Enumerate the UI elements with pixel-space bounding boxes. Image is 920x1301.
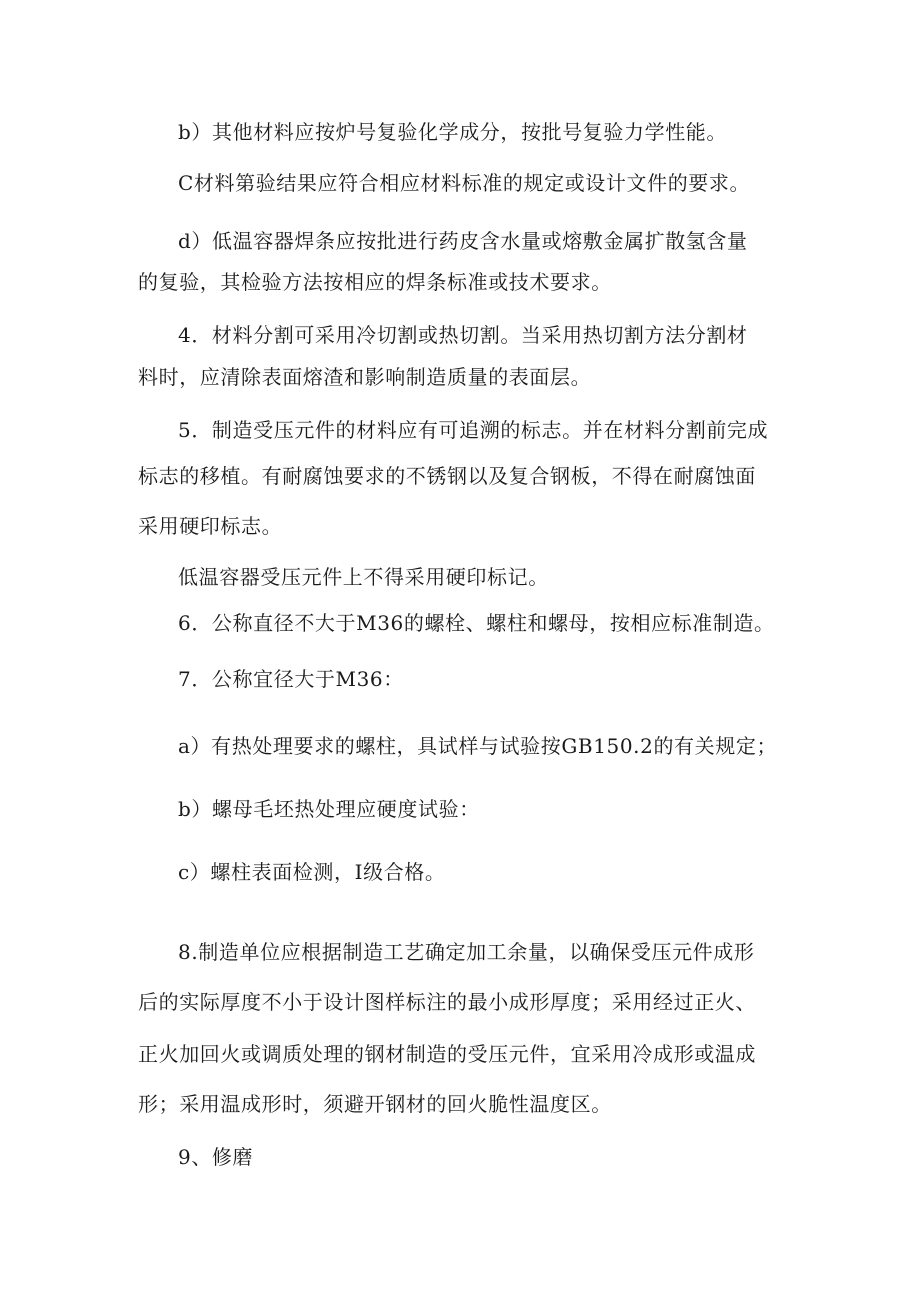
item-a-line: a）有热处理要求的螺柱，具试样与试验按GB150.2的有关规定；: [178, 734, 778, 758]
section-5-line-2: 标志的移植。有耐腐蚀要求的不锈钢以及复合钢板，不得在耐腐蚀面: [138, 464, 756, 488]
item-b-line: b）螺母毛坯热处理应硬度试验：: [178, 797, 480, 821]
paragraph-d-line-2: 的复验，其检验方法按相应的焊条标准或技术要求。: [138, 270, 612, 294]
section-8-line-1: 8.制造单位应根据制造工艺确定加工余量，以确保受压元件成形: [178, 940, 755, 964]
paragraph-b-line: b）其他材料应按炉号复验化学成分，按批号复验力学性能。: [178, 120, 728, 144]
section-5-line-3: 采用硬印标志。: [138, 514, 283, 538]
paragraph-c-line: C材料第验结果应符合相应材料标准的规定或设计文件的要求。: [178, 171, 751, 195]
low-temp-note: 低温容器受压元件上不得采用硬印标记。: [178, 565, 549, 589]
section-9-heading: 9、修磨: [178, 1145, 254, 1169]
paragraph-d-line-1: d）低温容器焊条应按批进行药皮含水量或熔敷金属扩散氢含量: [178, 229, 748, 253]
section-8-line-4: 形；采用温成形时，须避开钢材的回火脆性温度区。: [138, 1092, 612, 1116]
section-8-line-2: 后的实际厚度不小于设计图样标注的最小成形厚度；采用经过正火、: [138, 990, 756, 1014]
section-8-line-3: 正火加回火或调质处理的钢材制造的受压元件，宜采用冷成形或温成: [138, 1042, 756, 1066]
section-4-line-1: 4．材料分割可采用冷切割或热切割。当采用热切割方法分割材: [178, 323, 748, 347]
section-7-line: 7．公称宜径大于M36：: [178, 667, 404, 691]
section-5-line-1: 5．制造受压元件的材料应有可追溯的标志。并在材料分割前完成: [178, 418, 769, 442]
item-c-line: c）螺柱表面检测，Ⅰ级合格。: [178, 860, 446, 884]
section-4-line-2: 料时，应清除表面熔渣和影响制造质量的表面层。: [138, 365, 592, 389]
section-6-line: 6．公称直径不大于M36的螺栓、螺柱和螺母，按相应标准制造。: [178, 611, 775, 635]
